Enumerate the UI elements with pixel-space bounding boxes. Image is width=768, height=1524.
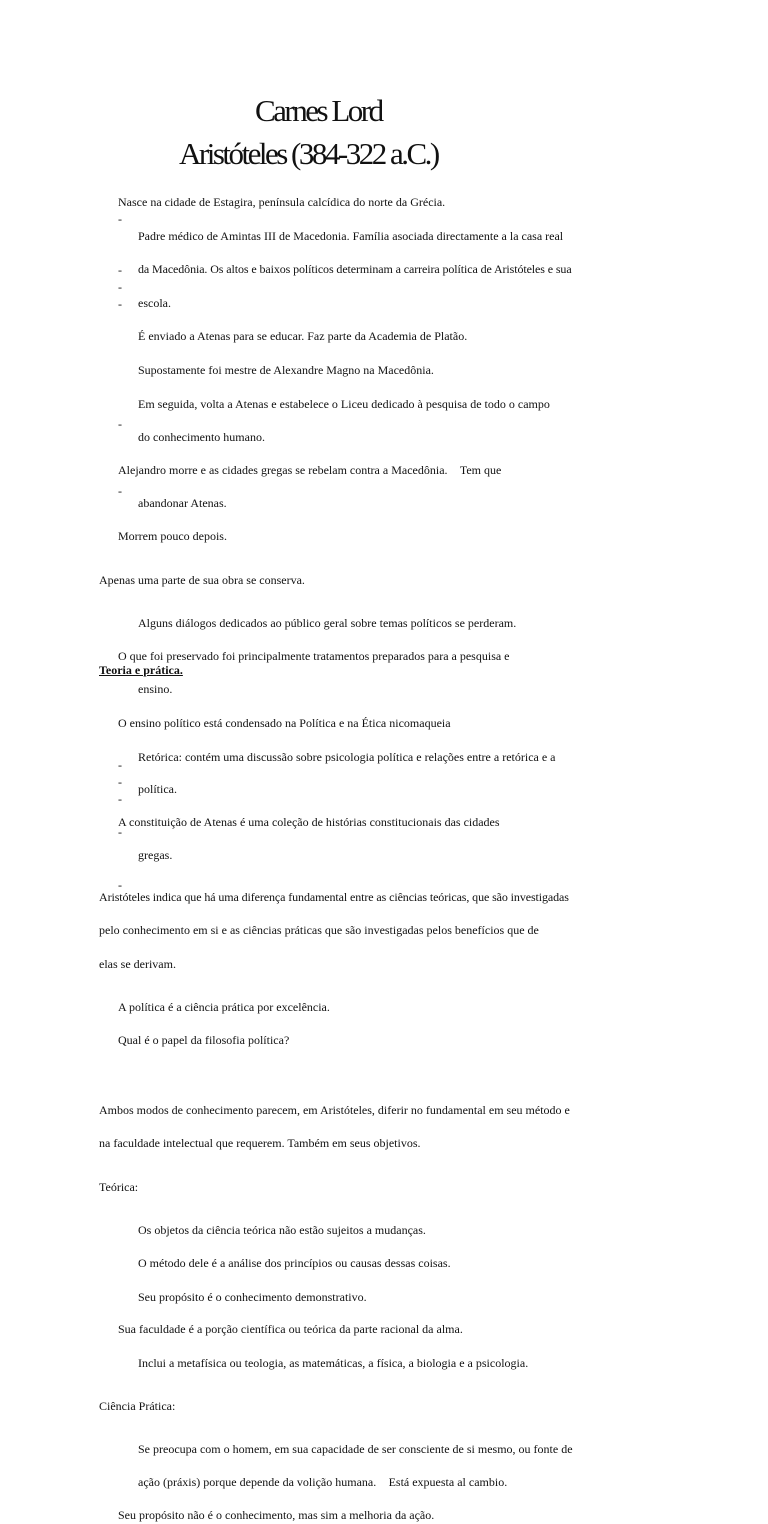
bullet-dash: - [118, 417, 122, 431]
list-item-text-cont: abandonar Atenas. [138, 496, 227, 511]
list-item-text-cont: escola. [138, 295, 171, 310]
list-item-text: Seu propósito é o conhecimento demonstrativo. [138, 1289, 367, 1304]
list-item-text: Inclui a metafísica ou teologia, as matemáticas, a física, a biologia e a psicologia. [138, 1356, 529, 1370]
document-title: Aristóteles (384-322 a.C.) [179, 136, 438, 171]
list-item-text: Sua faculdade é a porção científica ou teórica da parte racional da alma. [118, 1322, 463, 1337]
paragraph-line: elas se derivam. [99, 957, 176, 972]
list-item-text: O ensino político está condensado na Política e na Ética nicomaqueia [118, 715, 451, 730]
list-item-text-cont: ação (práxis) porque depende da volição humana. Está expuesta al cambio. [138, 1474, 498, 1489]
list-item-text: É enviado a Atenas para se educar. Faz parte da Academia de Platão. [138, 329, 468, 344]
bullet-dash: - [118, 212, 122, 226]
bullet-dash: - [118, 775, 122, 789]
subsection-label: Teórica: [99, 1180, 139, 1195]
list-item-text: Supostamente foi mestre de Alexandre Magno na Macedônia. [138, 362, 434, 377]
section-heading: Teoria e prática. [99, 663, 183, 677]
list-item-text-cont: do conhecimento humano. [138, 430, 265, 445]
intro-line: Nasce na cidade de Estagira, península calcídica do norte da Grécia. [118, 195, 446, 209]
list-item-text-cont: ensino. [138, 682, 173, 697]
paragraph-line: pelo conhecimento em si e as ciências práticas que são investigadas pelos benefícios que de [99, 923, 539, 938]
list-item-text-cont: gregas. [138, 848, 173, 863]
list-item-text-cont: da Macedônia. Os altos e baixos políticos determinam a carreira política de Aristóteles e sua [138, 262, 572, 277]
list-item-text: Retórica: contém uma discussão sobre psicologia política e relações entre a retórica e a [138, 749, 556, 764]
paragraph-line: Aristóteles indica que há uma diferença fundamental entre as ciências teóricas, que são investigadas [99, 889, 569, 904]
list-item-text: A constituição de Atenas é uma coleção de histórias constitucionais das cidades [118, 814, 500, 829]
list-item-text: O método dele é a análise dos princípios ou causas dessas coisas. [138, 1256, 451, 1271]
list-item-text: O que foi preservado foi principalmente tratamentos preparados para a pesquisa e [118, 648, 510, 663]
list-item-text: Morrem pouco depois. [118, 528, 227, 543]
list-item-text: Se preocupa com o homem, em sua capacidade de ser consciente de si mesmo, ou fonte de [138, 1442, 573, 1457]
bullet-dash: - [118, 297, 122, 311]
bullet-dash: - [118, 792, 122, 806]
bullet-dash: - [118, 484, 122, 498]
list-item-text: Seu propósito não é o conhecimento, mas sim a melhoria da ação. [118, 1508, 435, 1523]
author-title: Carnes Lord [255, 93, 382, 128]
subsection-label: Ciência Prática: [99, 1398, 176, 1413]
list-item-text: Alguns diálogos dedicados ao público geral sobre temas políticos se perderam. [138, 616, 517, 631]
bullet-dash: - [118, 280, 122, 294]
list-item-text: Em seguida, volta a Atenas e estabelece o Liceu dedicado à pesquisa de todo o campo [138, 396, 550, 411]
paragraph: Apenas uma parte de sua obra se conserva. [99, 572, 305, 587]
list-item-text: Alejandro morre e as cidades gregas se rebelam contra a Macedônia. Tem que [118, 462, 492, 477]
list-item-text: Qual é o papel da filosofia política? [118, 1033, 290, 1048]
paragraph-line: Ambos modos de conhecimento parecem, em Aristóteles, diferir no fundamental em seu método e [99, 1102, 570, 1117]
list-item-text: Padre médico de Amintas III de Macedonia. Família asociada directamente a la casa real [138, 228, 564, 243]
bullet-dash: - [118, 758, 122, 772]
paragraph-line: na faculdade intelectual que requerem. Também em seus objetivos. [99, 1136, 421, 1151]
bullet-dash: - [118, 878, 122, 892]
list-item-text: Os objetos da ciência teórica não estão sujeitos a mudanças. [138, 1222, 426, 1237]
list-item-text-cont: política. [138, 782, 177, 797]
bullet-dash: - [118, 263, 122, 277]
bullet-dash: - [118, 825, 122, 839]
list-item-text: A política é a ciência prática por excelência. [118, 999, 330, 1014]
